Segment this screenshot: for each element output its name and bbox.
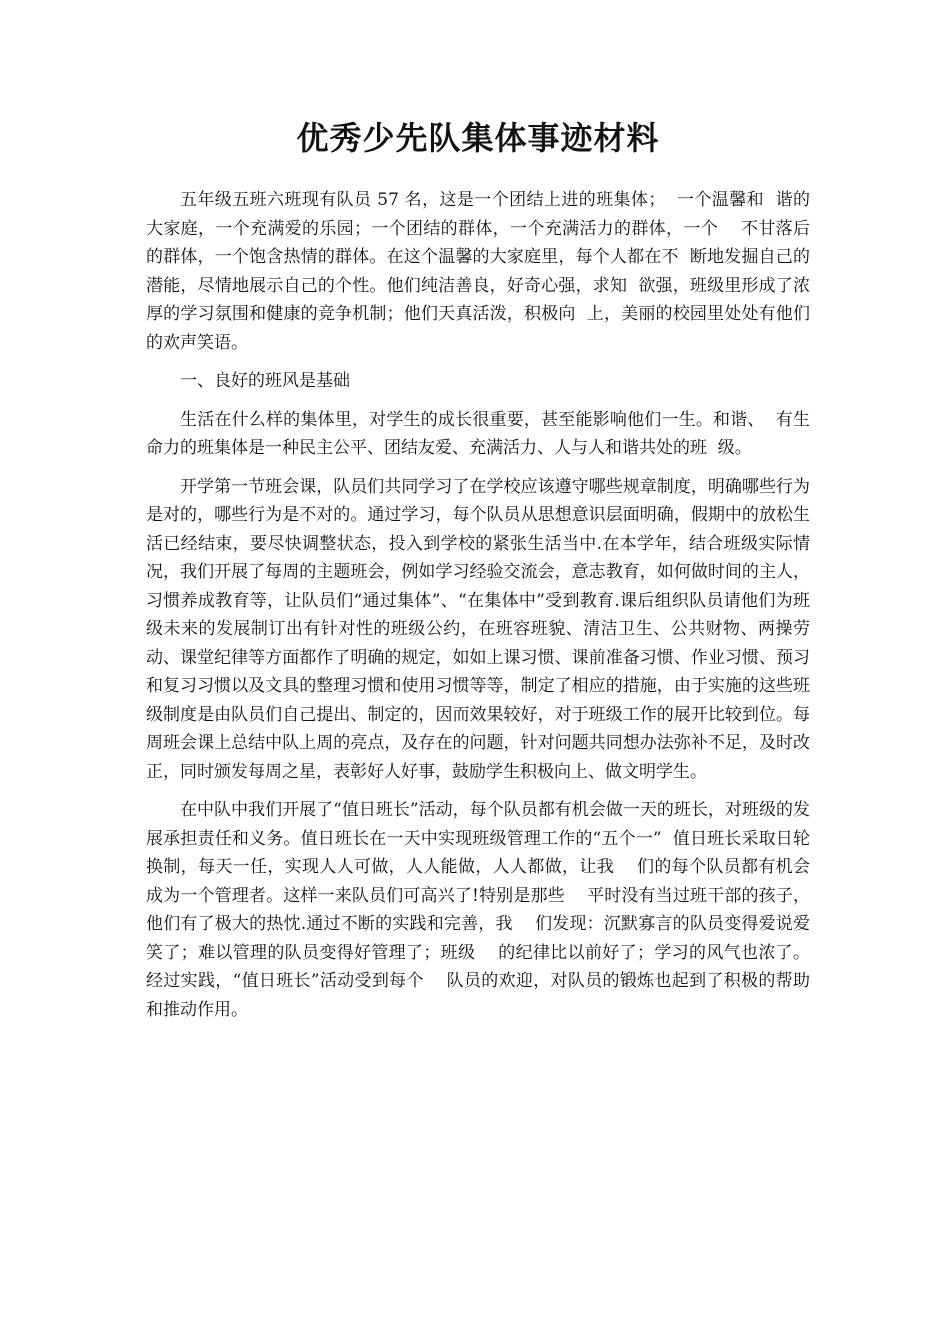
section-heading: 一、良好的班风是基础 [180,371,350,391]
paragraph-class-atmosphere: 生活在什么样的集体里，对学生的成长很重要，甚至能影响他们一生。和谐、 有生命力的班集体是一种民主公平、团结友爱、充满活力、人与人和谐共处的班 级。 [146,409,810,458]
document-body [146,186,810,1034]
paragraph-class-meeting: 开学第一节班会课，队员们共同学习了在学校应该遵守哪些规章制度，明确哪些行为是对的，哪些行为是不对的。通过学习，每个队员从思想意识层面明确，假期中的放松生活已经结束，要尽快调整状态，投入到学校的紧张生活当中.在本学年，结合班级实际情况，我们开展了每周的主题班会，例如学习经验交流会，意志教育，如何做时间的主人，习惯养成教育等，让队员们“通过集体”、“在集体中”受到教育.课后组织队员请他们为班级未来的发展制订出有针对性的班级公约，在班容班貌、清洁卫生、公共财物、两操劳动、课堂纪律等方面都作了明确的规定，如如上课习惯、课前准备习惯、作业习惯、预习和复习习惯以及文具的整理习惯和使用习惯等等，制定了相应的措施，由于实施的这些班级制度是由队员们自己提出、制定的，因而效果较好，对于班级工作的展开比较到位。每周班会课上总结中队上周的亮点，及存在的问题，针对问题共同想办法弥补不足，及时改正，同时颁发每周之星，表彰好人好事，鼓励学生积极向上、做文明学生。 [146,476,810,782]
document-title: 优秀少先队集体事迹材料 [296,119,660,157]
paragraph-duty-monitor: 在中队中我们开展了“值日班长”活动，每个队员都有机会做一天的班长，对班级的发展承担责任和义务。值日班长在一天中实现班级管理工作的“五个一” 值日班长采取日轮换制，每天一任，实现人人可做，人人能做，人人都做，让我 们的每个队员都有机会成为一个管理者。这样一来队员们可高兴了!特别是那些 平时没有当过班干部的孩子，他们有了极大的热忱.通过不断的实践和完善，我 们发现：沉默寡言的队员变得爱说爱笑了；难以管理的队员变得好管理了；班级 的纪律比以前好了；学习的风气也浓了。经过实践，“值日班长”活动受到每个 队员的欢迎，对队员的锻炼也起到了积极的帮助和推动作用。 [146,800,810,1020]
paragraph-intro: 五年级五班六班现有队员 57 名，这是一个团结上进的班集体； 一个温馨和 谐的大家庭，一个充满爱的乐园；一个团结的群体，一个充满活力的群体，一个 不甘落后的群体，一个饱含热情的群体。在这个温馨的大家庭里，每个人都在不 断地发掘自己的潜能，尽情地展示自己的个性。他们纯洁善良，好奇心强，求知 欲强，班级里形成了浓厚的学习氛围和健康的竞争机制；他们天真活泼，积极向 上，美丽的校园里处处有他们的欢声笑语。 [146,190,810,353]
